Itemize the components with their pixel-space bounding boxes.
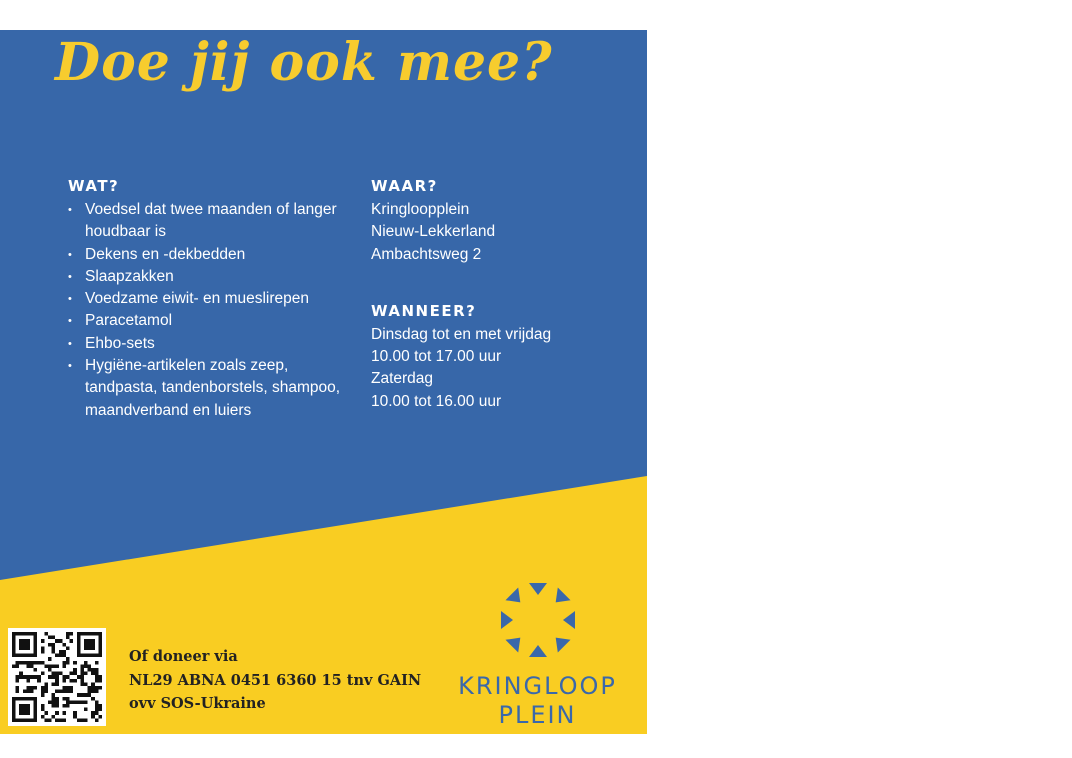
- list-item: • Paracetamol: [68, 310, 348, 332]
- list-item: • Hygiëne-artikelen zoals zeep, tandpasta, tandenborstels, shampoo, maandverband en luiers: [68, 355, 348, 422]
- when-line: 10.00 tot 17.00 uur: [371, 348, 502, 366]
- qr-code-icon[interactable]: [8, 628, 106, 726]
- when-line: 10.00 tot 16.00 uur: [371, 392, 502, 410]
- what-section: [68, 177, 348, 422]
- donate-info: [129, 645, 421, 716]
- logo-line: PLEIN: [498, 701, 577, 729]
- list-item: • Voedzame eiwit- en mueslirepen: [68, 288, 348, 310]
- when-heading: WANNEER?: [371, 301, 477, 320]
- donate-line: Of doneer via: [129, 648, 238, 665]
- headline: Doe jij ook mee?: [55, 32, 553, 93]
- list-item: • Ehbo-sets: [68, 333, 348, 355]
- what-list: [68, 199, 348, 422]
- what-heading: WAT?: [68, 177, 120, 195]
- when-line: Zaterdag: [371, 370, 434, 388]
- where-when-section: [371, 177, 631, 413]
- where-line: Nieuw-Lekkerland: [371, 223, 496, 241]
- when-line: Dinsdag tot en met vrijdag: [371, 325, 552, 343]
- where-line: Ambachtsweg 2: [371, 245, 482, 263]
- where-heading: WAAR?: [371, 177, 438, 195]
- qr-code-graphic: [12, 632, 102, 722]
- logo-line: KRINGLOOP: [458, 672, 617, 700]
- donate-line: ovv SOS-Ukraine: [129, 695, 266, 712]
- poster: [0, 30, 647, 734]
- donate-iban: NL29 ABNA 0451 6360 15 tnv GAIN: [129, 671, 422, 689]
- flower-logo-icon: [488, 573, 588, 668]
- list-item: • Slaapzakken: [68, 266, 348, 288]
- where-line: Kringloopplein: [371, 201, 470, 218]
- list-item: • Voedsel dat twee maanden of langer houdbaar is: [68, 199, 348, 244]
- logo-wordmark: [440, 672, 635, 730]
- list-item: • Dekens en -dekbedden: [68, 244, 348, 266]
